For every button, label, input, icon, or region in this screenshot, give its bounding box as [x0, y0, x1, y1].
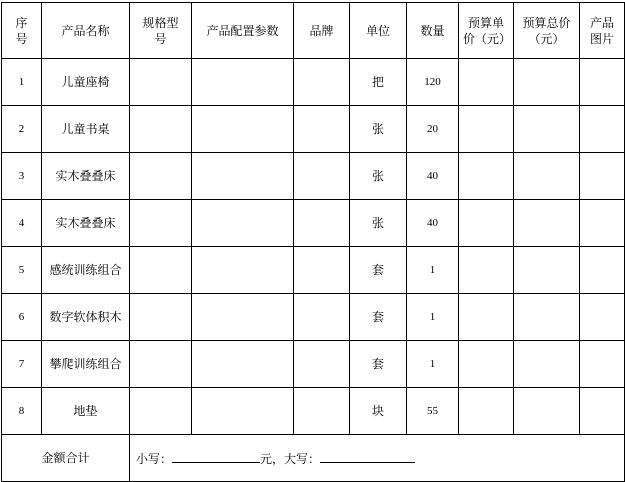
- cell-unit: 张: [350, 200, 407, 247]
- cell-config: [192, 153, 294, 200]
- cell-unit-price: [459, 341, 514, 388]
- cell-unit-price: [459, 106, 514, 153]
- cell-brand: [294, 200, 350, 247]
- procurement-table: [1, 2, 625, 482]
- table-row: [2, 341, 625, 388]
- cell-image: [580, 200, 625, 247]
- cell-image: [580, 106, 625, 153]
- header-seq: 序号: [2, 3, 42, 59]
- cell-spec: [130, 247, 192, 294]
- table-row: [2, 59, 625, 106]
- cell-config: [192, 106, 294, 153]
- cell-image: [580, 294, 625, 341]
- cell-spec: [130, 388, 192, 435]
- upper-amount-label: 大写：: [284, 452, 321, 466]
- cell-seq: 7: [2, 341, 42, 388]
- cell-qty: 55: [407, 388, 459, 435]
- cell-image: [580, 153, 625, 200]
- table-row: [2, 247, 625, 294]
- cell-name: 儿童座椅: [42, 59, 130, 106]
- cell-total-price: [514, 341, 580, 388]
- lower-amount-blank[interactable]: [172, 449, 260, 463]
- cell-qty: 1: [407, 294, 459, 341]
- cell-brand: [294, 388, 350, 435]
- cell-unit: 把: [350, 59, 407, 106]
- table-row: [2, 294, 625, 341]
- cell-spec: [130, 106, 192, 153]
- cell-name: 儿童书桌: [42, 106, 130, 153]
- cell-unit: 张: [350, 153, 407, 200]
- cell-total-price: [514, 200, 580, 247]
- cell-seq: 3: [2, 153, 42, 200]
- cell-config: [192, 200, 294, 247]
- cell-image: [580, 341, 625, 388]
- cell-qty: 1: [407, 247, 459, 294]
- cell-name: 感统训练组合: [42, 247, 130, 294]
- cell-unit: 张: [350, 106, 407, 153]
- cell-qty: 1: [407, 341, 459, 388]
- cell-spec: [130, 294, 192, 341]
- cell-seq: 2: [2, 106, 42, 153]
- header-qty: 数量: [407, 3, 459, 59]
- cell-spec: [130, 200, 192, 247]
- cell-name: 攀爬训练组合: [42, 341, 130, 388]
- cell-name: 地垫: [42, 388, 130, 435]
- cell-spec: [130, 59, 192, 106]
- cell-total-price: [514, 106, 580, 153]
- cell-unit-price: [459, 153, 514, 200]
- table-row: [2, 388, 625, 435]
- cell-unit: 套: [350, 294, 407, 341]
- total-label: 金额合计: [2, 435, 130, 482]
- cell-image: [580, 59, 625, 106]
- cell-brand: [294, 247, 350, 294]
- cell-image: [580, 247, 625, 294]
- cell-unit: 块: [350, 388, 407, 435]
- header-spec: 规格型号: [130, 3, 192, 59]
- cell-name: 实木叠叠床: [42, 200, 130, 247]
- cell-brand: [294, 341, 350, 388]
- cell-total-price: [514, 247, 580, 294]
- cell-qty: 120: [407, 59, 459, 106]
- header-config: 产品配置参数: [192, 3, 294, 59]
- cell-brand: [294, 59, 350, 106]
- cell-seq: 6: [2, 294, 42, 341]
- cell-qty: 40: [407, 153, 459, 200]
- cell-name: 实木叠叠床: [42, 153, 130, 200]
- cell-unit-price: [459, 59, 514, 106]
- cell-unit-price: [459, 388, 514, 435]
- table-row: [2, 200, 625, 247]
- cell-total-price: [514, 153, 580, 200]
- cell-unit: 套: [350, 341, 407, 388]
- cell-total-price: [514, 59, 580, 106]
- cell-unit-price: [459, 294, 514, 341]
- cell-config: [192, 59, 294, 106]
- cell-brand: [294, 106, 350, 153]
- cell-qty: 20: [407, 106, 459, 153]
- cell-total-price: [514, 388, 580, 435]
- cell-seq: 8: [2, 388, 42, 435]
- cell-brand: [294, 294, 350, 341]
- cell-qty: 40: [407, 200, 459, 247]
- header-total-price: 预算总价（元）: [514, 3, 580, 59]
- cell-config: [192, 294, 294, 341]
- lower-amount-label: 小写：: [136, 452, 173, 466]
- cell-spec: [130, 341, 192, 388]
- upper-amount-blank[interactable]: [320, 449, 415, 463]
- cell-brand: [294, 153, 350, 200]
- header-brand: 品牌: [294, 3, 350, 59]
- cell-seq: 4: [2, 200, 42, 247]
- cell-image: [580, 388, 625, 435]
- cell-unit-price: [459, 200, 514, 247]
- cell-seq: 1: [2, 59, 42, 106]
- table-row: [2, 153, 625, 200]
- cell-spec: [130, 153, 192, 200]
- total-amount-cell: [130, 435, 625, 482]
- cell-config: [192, 341, 294, 388]
- header-unit-price: 预算单价（元）: [459, 3, 514, 59]
- yuan-label: 元，: [260, 452, 285, 466]
- table-row: [2, 106, 625, 153]
- cell-config: [192, 388, 294, 435]
- header-unit: 单位: [350, 3, 407, 59]
- cell-total-price: [514, 294, 580, 341]
- cell-seq: 5: [2, 247, 42, 294]
- cell-config: [192, 247, 294, 294]
- header-row: [2, 3, 625, 59]
- cell-unit-price: [459, 247, 514, 294]
- total-row: [2, 435, 625, 482]
- header-name: 产品名称: [42, 3, 130, 59]
- cell-name: 数字软体积木: [42, 294, 130, 341]
- header-image: 产品图片: [580, 3, 625, 59]
- cell-unit: 套: [350, 247, 407, 294]
